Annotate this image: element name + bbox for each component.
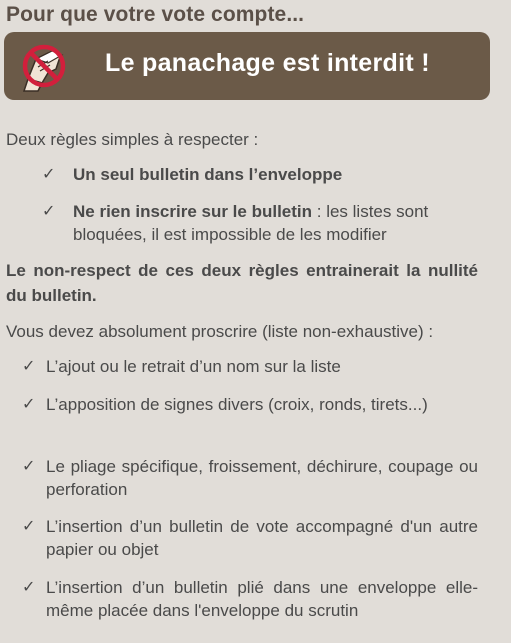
rules-intro: Deux règles simples à respecter : xyxy=(6,130,259,149)
list-item-text: L’ajout ou le retrait d’un nom sur la liste xyxy=(46,357,341,376)
check-icon: ✓ xyxy=(22,396,36,413)
rule-item xyxy=(42,200,487,246)
list-item-text: L’insertion d’un bulletin de vote accompagné d'un autre papier ou objet xyxy=(46,517,478,559)
banner xyxy=(4,32,490,100)
page-heading: Pour que votre vote compte... xyxy=(6,3,305,26)
check-icon: ✓ xyxy=(42,203,56,220)
warning-text: Le non-respect de ces deux règles entrainerait la nullité du bulletin. xyxy=(6,261,478,305)
list-item xyxy=(22,393,478,416)
list-item-text: Le pliage spécifique, froissement, déchirure, coupage ou perforation xyxy=(46,457,478,499)
proscribe-intro: Vous devez absolument proscrire (liste non-exhaustive) : xyxy=(6,322,434,341)
check-icon: ✓ xyxy=(22,458,36,475)
rule-bold: Un seul bulletin dans l’enveloppe xyxy=(73,165,343,184)
check-icon: ✓ xyxy=(22,579,36,596)
rule-bold: Ne rien inscrire sur le bulletin xyxy=(73,202,313,221)
check-icon: ✓ xyxy=(42,166,56,183)
banner-title: Le panachage est interdit ! xyxy=(105,49,430,77)
list-item xyxy=(22,355,478,378)
list-item-text: L’insertion d’un bulletin plié dans une enveloppe elle-même placée dans l'enveloppe du scrutin xyxy=(46,578,478,620)
list-item xyxy=(22,455,478,501)
list-item-text: L’apposition de signes divers (croix, ronds, tirets...) xyxy=(46,395,428,414)
list-item xyxy=(22,515,478,561)
check-icon: ✓ xyxy=(22,358,36,375)
rule-rest: : les listes sont bloquées, il est impossible de les modifier xyxy=(73,202,429,244)
list-item xyxy=(22,576,478,622)
check-icon: ✓ xyxy=(22,518,36,535)
rule-item xyxy=(42,163,487,186)
no-mixing-icon xyxy=(14,39,78,93)
